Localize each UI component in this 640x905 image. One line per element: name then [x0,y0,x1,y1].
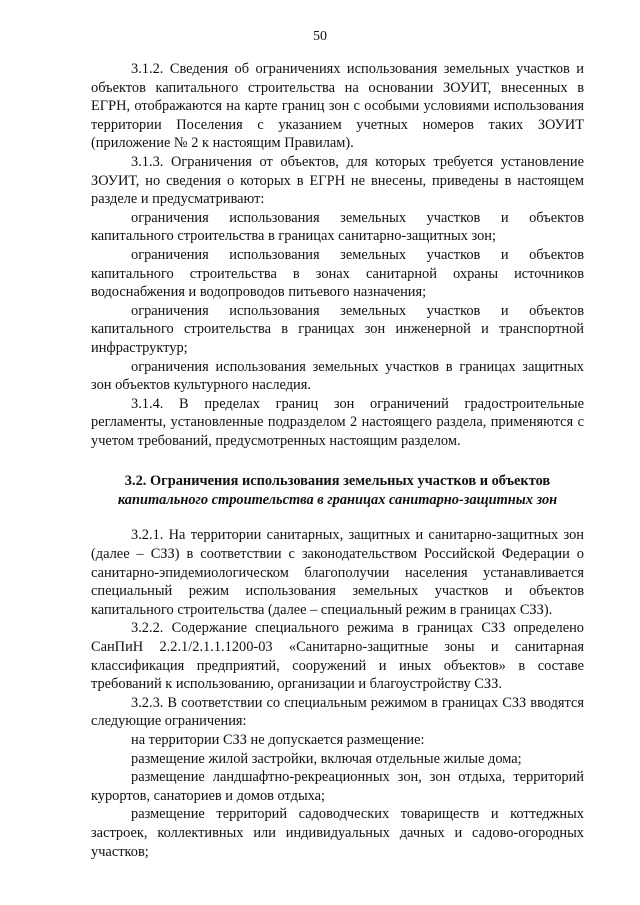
section-heading-line-2: капитального строительства в границах санитарно-защитных зон [117,492,558,509]
paragraph-3-2-1: 3.2.1. На территории санитарных, защитных и санитарно-защитных зон (далее – СЗЗ) в соответствии с законодательством Российской Федерации о санитарно-эпидемиологическом благополучии населения устанавливается специальный режим использования земельных участков и объектов капитального строительства (далее – специальный режим в границах СЗЗ). [91,527,584,618]
paragraph-3-2-3: 3.2.3. В соответствии со специальным режимом в границах СЗЗ вводятся следующие ограничения: [91,694,584,730]
list-item-infrastructure-zones: ограничения использования земельных участков и объектов капитального строительства в границах зон инженерной и транспортной инфраструктур; [91,302,584,356]
section-heading-line-1: 3.2. Ограничения использования земельных участков и объектов [124,473,551,490]
paragraph-3-1-3: 3.1.3. Ограничения от объектов, для которых требуется установление ЗОУИТ, но сведения о которых в ЕГРН не внесены, приведены в настоящем разделе и предусматривают: [91,153,584,208]
list-item-cultural-heritage-zones: ограничения использования земельных участков в границах защитных зон объектов культурного наследия. [91,358,584,394]
list-item-water-protection-zones: ограничения использования земельных участков и объектов капитального строительства в зонах санитарной охраны источников водоснабжения и водопроводов питьевого назначения; [91,246,584,301]
paragraph-3-1-4: 3.1.4. В пределах границ зон ограничений градостроительные регламенты, установленные подразделом 2 настоящего раздела, применяются с учетом требований, предусмотренных настоящим разделом. [91,395,584,449]
list-item-gardening: размещение территорий садоводческих товариществ и коттеджных застроек, коллективных или индивидуальных дачных и садово-огородных участков; [91,806,584,860]
document-body [91,60,584,861]
page-number: 50 [313,29,327,44]
section-heading-3-2 [91,472,584,510]
list-item-recreation: размещение ландшафтно-рекреационных зон, зон отдыха, территорий курортов, санаториев и домов отдыха; [91,769,584,804]
list-item-residential: размещение жилой застройки, включая отдельные жилые дома; [131,750,522,767]
paragraph-prohibition-intro: на территории СЗЗ не допускается размещение: [131,732,425,748]
paragraph-3-1-2: 3.1.2. Сведения об ограничениях использования земельных участков и объектов капитального строительства на основании ЗОУИТ, внесенных в ЕГРН, отображаются на карте границ зон с особыми условиями использования территории Поселения с указанием учетных номеров таких ЗОУИТ (приложение № 2 к настоящим Правилам). [91,61,584,152]
paragraph-3-2-2: 3.2.2. Содержание специального режима в границах СЗЗ определено СанПиН 2.2.1/2.1.1.1200-03 «Санитарно-защитные зоны и санитарная классификация предприятий, сооружений и иных объектов» в составе требований к использованию, организации и благоустройству СЗЗ. [91,620,584,693]
list-item-sanitary-protection-zones: ограничения использования земельных участков и объектов капитального строительства в границах санитарно-защитных зон; [91,209,584,245]
